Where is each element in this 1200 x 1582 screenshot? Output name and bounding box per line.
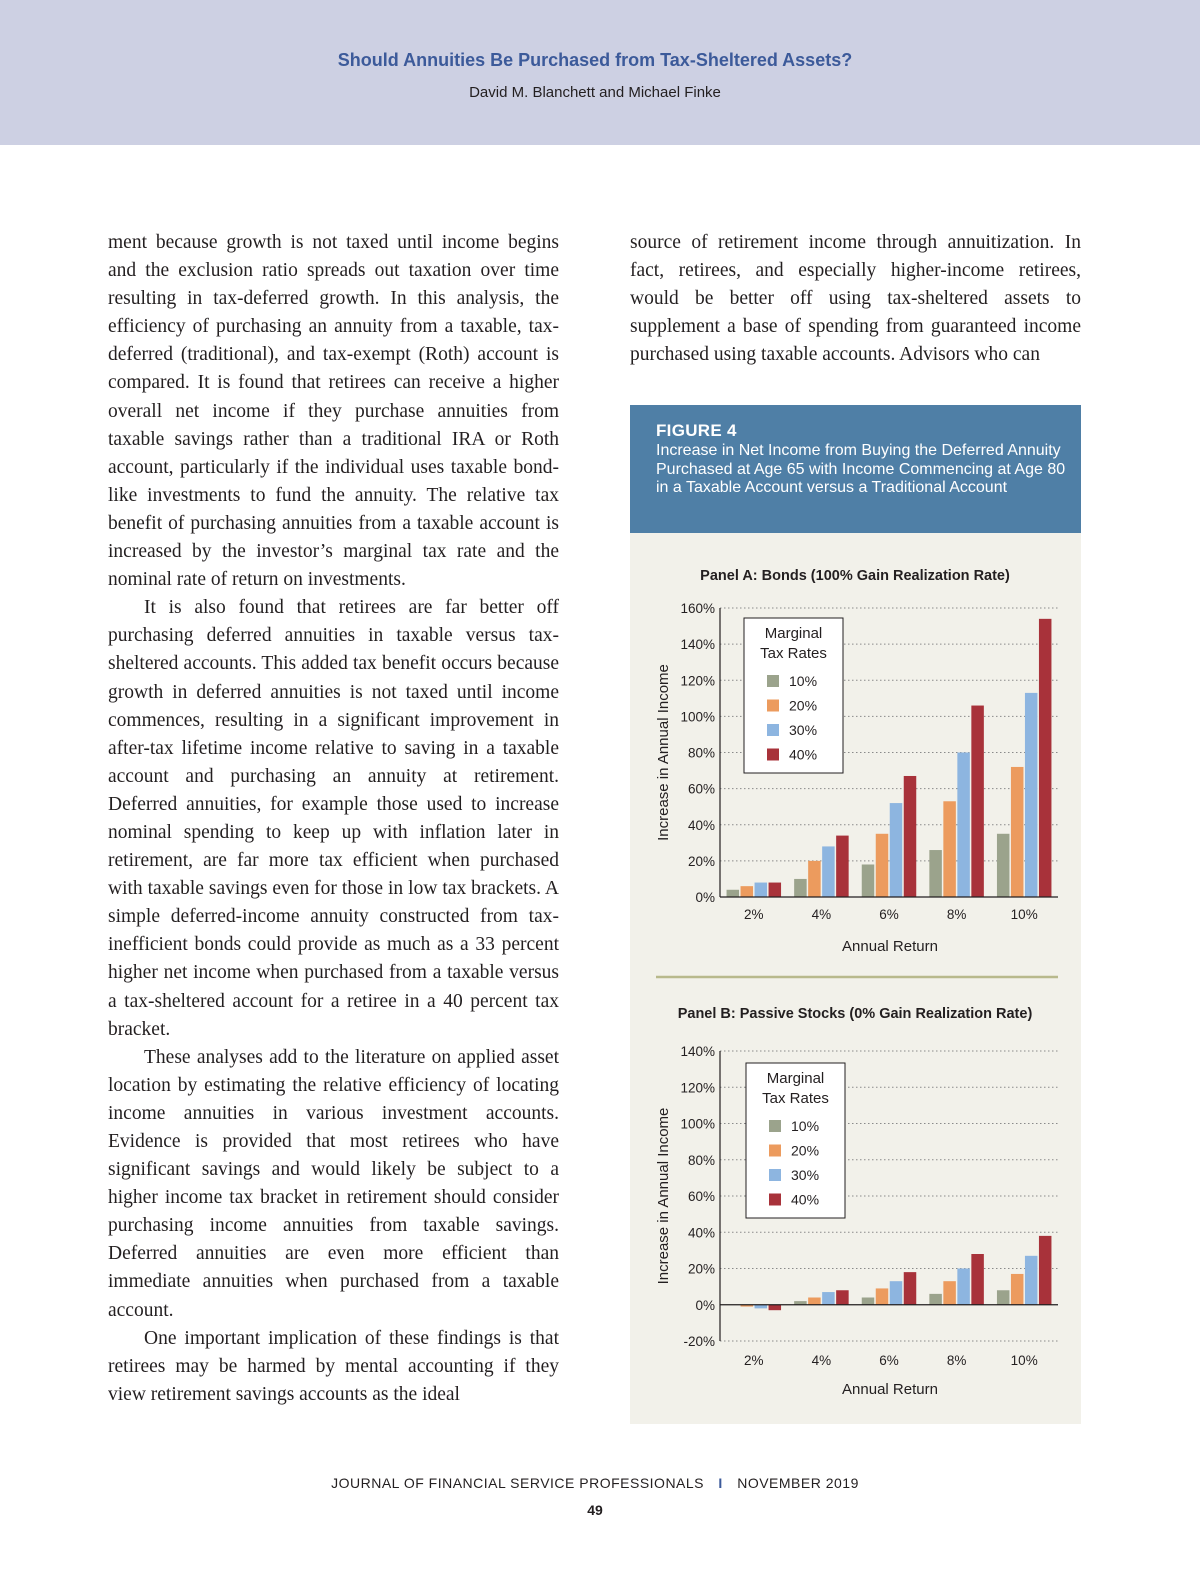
legend-label: 10%	[789, 673, 818, 689]
y-tick-label: 160%	[680, 601, 715, 616]
bar-40pct	[904, 776, 917, 897]
bar-30pct	[755, 883, 768, 897]
y-tick-label: 20%	[687, 853, 715, 869]
issue-date: NOVEMBER 2019	[737, 1475, 859, 1491]
legend-swatch	[767, 700, 779, 712]
bar-40pct	[971, 706, 984, 897]
bar-10pct	[794, 879, 807, 897]
bar-10pct	[997, 1290, 1010, 1305]
legend-label: 10%	[791, 1118, 820, 1134]
x-tick-label: 4%	[811, 1353, 832, 1368]
journal-name: JOURNAL OF FINANCIAL SERVICE PROFESSIONALS	[331, 1475, 705, 1491]
x-tick-label: 6%	[879, 907, 899, 922]
legend-swatch	[767, 724, 779, 736]
left-text-column	[108, 229, 559, 1409]
bar-10pct	[862, 1298, 875, 1305]
legend-title: Tax Rates	[762, 1090, 829, 1107]
paragraph: ment because growth is not taxed until income begins and the exclusion ratio spreads out taxation over time resulting in tax-deferred growth. In this analysis, the efficiency of purchasing an annuity from a taxable, tax-deferred (traditional), and tax-exempt (Roth) account is compared. It is found that retirees can receive a higher overall net income if they purchase annuities from taxable savings rather than a traditional IRA or Roth account, particularly if the individual uses taxable bond-like investments to fund the annuity. The relative tax benefit of purchasing annuities from a taxable account is increased by the investor’s marginal tax rate and the nominal rate of return on investments.	[108, 232, 559, 591]
y-tick-label: 0%	[695, 1297, 715, 1313]
legend-label: 40%	[791, 1191, 820, 1208]
figure-label: FIGURE 4	[656, 421, 737, 440]
y-tick-label: 20%	[687, 1261, 715, 1277]
legend-title: Marginal	[764, 625, 823, 642]
page-footer	[0, 1475, 1190, 1491]
y-tick-label: 80%	[687, 745, 715, 761]
paragraph: source of retirement income through annuitization. In fact, retirees, and especially higher-income retirees, would be better off using tax-sheltered assets to supplement a base of spending from guaranteed income purchased using taxable accounts. Advisors who can	[630, 232, 1081, 366]
bar-30pct	[822, 846, 835, 897]
bar-30pct	[822, 1292, 835, 1305]
bar-40pct	[1039, 619, 1052, 897]
y-tick-label: 60%	[687, 1189, 715, 1204]
x-axis-title: Annual Return	[842, 1381, 938, 1398]
y-tick-label: 120%	[680, 673, 715, 689]
x-tick-label: 10%	[1010, 907, 1038, 922]
right-text-column	[630, 229, 1081, 369]
x-tick-label: 8%	[946, 1353, 967, 1368]
y-tick-label: 100%	[680, 709, 715, 725]
bar-40pct	[769, 883, 782, 897]
y-tick-label: 80%	[687, 1152, 715, 1168]
bar-40pct	[1039, 1236, 1052, 1305]
x-tick-label: 4%	[811, 907, 832, 922]
bar-20pct	[943, 801, 956, 897]
footer-separator: I	[718, 1475, 723, 1491]
legend-swatch	[769, 1120, 781, 1132]
legend-title: Tax Rates	[760, 645, 827, 662]
legend-swatch	[769, 1145, 781, 1157]
figure-charts	[630, 405, 1081, 1424]
legend-swatch	[769, 1169, 781, 1181]
bar-10pct	[929, 850, 942, 897]
legend-label: 30%	[791, 1167, 820, 1183]
x-tick-label: 10%	[1010, 1353, 1038, 1368]
bar-40pct	[836, 1290, 849, 1305]
bar-30pct	[1025, 693, 1038, 897]
bar-10pct	[727, 890, 740, 897]
bar-20pct	[1011, 767, 1024, 897]
y-tick-label: 40%	[687, 817, 715, 833]
y-tick-label: -20%	[683, 1334, 715, 1349]
bar-40pct	[971, 1254, 984, 1305]
panel-title: Panel A: Bonds (100% Gain Realization Rate)	[700, 568, 1010, 584]
article-authors: David M. Blanchett and Michael Finke	[469, 84, 721, 101]
bar-40pct	[904, 1272, 917, 1305]
running-header	[0, 0, 1200, 145]
bar-30pct	[890, 803, 903, 897]
legend-swatch	[767, 749, 779, 761]
bar-30pct	[957, 753, 970, 898]
x-tick-label: 2%	[744, 907, 764, 922]
y-tick-label: 60%	[687, 781, 715, 797]
bar-20pct	[876, 1288, 889, 1304]
x-tick-label: 6%	[879, 1353, 899, 1368]
figure-caption: Increase in Net Income from Buying the Deferred Annuity Purchased at Age 65 with Income Commencing at Age 80 in a Taxable Account versus a Traditional Account	[656, 442, 1066, 496]
legend-swatch	[769, 1194, 781, 1206]
bar-20pct	[741, 886, 754, 897]
bar-20pct	[808, 1298, 821, 1305]
panel-title: Panel B: Passive Stocks (0% Gain Realization Rate)	[677, 1006, 1033, 1022]
bar-10pct	[862, 864, 875, 897]
bar-20pct	[943, 1281, 956, 1305]
legend-label: 20%	[789, 697, 818, 714]
paragraph: One important implication of these findings is that retirees may be harmed by mental accounting if they view retirement savings accounts as the ideal	[108, 1327, 559, 1405]
bar-30pct	[890, 1281, 903, 1305]
figure-4	[630, 405, 1081, 1424]
y-tick-label: 100%	[680, 1116, 715, 1132]
bar-10pct	[997, 834, 1010, 897]
bar-30pct	[1025, 1256, 1038, 1305]
y-tick-label: 0%	[695, 890, 715, 905]
x-axis-title: Annual Return	[842, 938, 938, 955]
paragraph: It is also found that retirees are far better off purchasing deferred annuities in taxable versus tax-sheltered accounts. This added tax benefit occurs because growth in deferred annuities is not taxed until income commences, resulting in a significant improvement in after-tax lifetime income relative to saving in a taxable account and purchasing an annuity at retirement. Deferred annuities, for example those used to increase nominal spending to keep up with inflation later in retirement, are far more tax efficient when purchased with taxable savings even for those in low tax brackets. A simple deferred-income annuity constructed from tax-inefficient bonds could provide as much as a 33 percent higher net income when purchased from a taxable versus a tax-sheltered account for a retiree in a 40 percent tax bracket.	[108, 597, 559, 1040]
page-number: 49	[587, 1502, 603, 1518]
bar-20pct	[808, 861, 821, 897]
y-tick-label: 40%	[687, 1225, 715, 1241]
bar-10pct	[929, 1294, 942, 1305]
x-tick-label: 8%	[946, 907, 967, 922]
bar-30pct	[957, 1269, 970, 1305]
legend-title: Marginal	[766, 1070, 825, 1087]
bar-20pct	[876, 834, 889, 897]
y-tick-label: 120%	[680, 1080, 715, 1096]
legend-label: 30%	[789, 722, 818, 738]
paragraph: These analyses add to the literature on applied asset location by estimating the relative efficiency of locating income annuities in various investment accounts. Evidence is provided that most retirees who have significant savings and would likely be subject to a higher income tax bracket in retirement should consider purchasing income annuities from taxable savings. Deferred annuities are even more efficient than immediate annuities when purchased from a taxable account.	[108, 1046, 559, 1321]
bar-40pct	[769, 1305, 782, 1310]
article-title: Should Annuities Be Purchased from Tax-Sheltered Assets?	[337, 50, 853, 70]
y-axis-title: Increase in Annual Income	[655, 1107, 672, 1285]
y-tick-label: 140%	[680, 637, 715, 653]
legend-swatch	[767, 675, 779, 687]
legend-label: 20%	[791, 1142, 820, 1159]
y-tick-label: 140%	[680, 1044, 715, 1059]
x-tick-label: 2%	[744, 1353, 764, 1368]
bar-40pct	[836, 836, 849, 897]
legend-label: 40%	[789, 746, 818, 763]
y-axis-title: Increase in Annual Income	[655, 664, 672, 841]
bar-20pct	[1011, 1274, 1024, 1305]
